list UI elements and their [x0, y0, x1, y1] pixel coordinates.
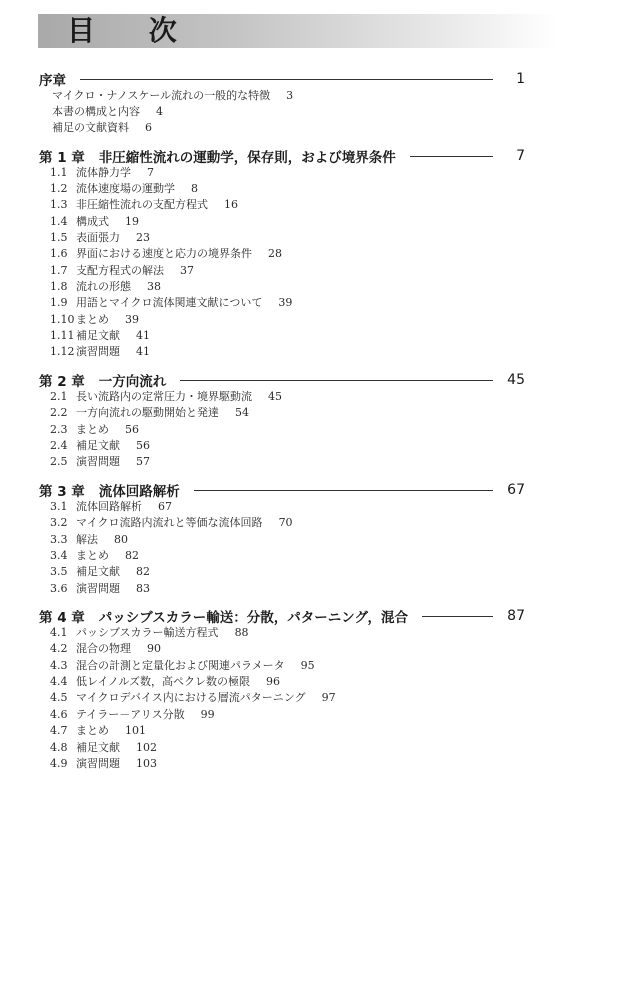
section-title: まとめ [76, 724, 109, 737]
chapter-number: 第 3 章 [39, 484, 85, 500]
leader-rule [80, 79, 493, 80]
section-title: 演習問題 [76, 455, 120, 468]
toc-section[interactable] [50, 690, 336, 706]
section-number: 2.4 [50, 439, 68, 452]
section-page: 39 [125, 313, 139, 326]
chapter-title: パッシブスカラー輸送：分散，パターニング，混合 [98, 610, 408, 626]
section-number: 3.2 [50, 516, 68, 529]
toc-section[interactable] [50, 658, 315, 674]
section-title: まとめ [76, 549, 109, 562]
section-title: 支配方程式の解法 [76, 264, 164, 277]
section-number: 3.6 [50, 582, 68, 595]
toc-section[interactable] [50, 246, 282, 262]
section-number: 1.5 [50, 231, 68, 244]
toc-section[interactable] [50, 263, 194, 279]
section-number: 4.3 [50, 659, 68, 672]
toc-section[interactable] [50, 454, 150, 470]
section-number: 4.5 [50, 691, 68, 704]
section-page: 41 [136, 345, 150, 358]
chapter-title: 非圧縮性流れの運動学，保存則，および境界条件 [98, 150, 396, 166]
section-title: 流体静力学 [76, 166, 131, 179]
section-page: 82 [136, 565, 150, 578]
section-title: まとめ [76, 423, 109, 436]
section-page: 54 [235, 406, 249, 419]
chapter-title: 流体回路解析 [98, 484, 180, 500]
section-page: 102 [136, 741, 157, 754]
chapter-page: 1 [516, 71, 525, 87]
section-number: 1.11 [50, 329, 75, 342]
chapter-page: 67 [507, 482, 525, 498]
toc-chapter-1[interactable] [39, 147, 525, 165]
entry-page: 6 [145, 121, 152, 134]
section-page: 23 [136, 231, 150, 244]
chapter-number: 第 1 章 [39, 150, 85, 166]
chapter-title: 序章 [39, 73, 66, 89]
section-number: 3.1 [50, 500, 68, 513]
toc-chapter-3[interactable] [39, 481, 525, 499]
section-page: 41 [136, 329, 150, 342]
section-title: 長い流路内の定常圧力・境界駆動流 [76, 390, 252, 403]
section-title: 一方向流れの駆動開始と発達 [76, 406, 219, 419]
toc-section[interactable] [50, 197, 238, 213]
chapter-number: 第 4 章 [39, 610, 85, 626]
section-title: 低レイノルズ数，高ペクレ数の極限 [76, 675, 251, 688]
section-page: 97 [321, 691, 336, 704]
section-page: 28 [268, 247, 282, 260]
entry-title: 本書の構成と内容 [52, 105, 140, 118]
section-page: 8 [191, 182, 198, 195]
chapter-page: 7 [516, 148, 525, 164]
toc-entry[interactable] [52, 88, 293, 104]
section-title: 流体回路解析 [76, 500, 142, 513]
toc-section[interactable] [50, 723, 146, 739]
section-title: 非圧縮性流れの支配方程式 [76, 198, 208, 211]
section-title: 流れの形態 [76, 280, 131, 293]
chapter-page: 45 [507, 372, 525, 388]
entry-title: 補足の文献資料 [52, 121, 129, 134]
section-number: 1.12 [50, 345, 75, 358]
section-page: 95 [300, 659, 315, 672]
toc-section[interactable] [50, 295, 292, 311]
toc-chapter-2[interactable] [39, 371, 525, 389]
toc-section[interactable] [50, 279, 161, 295]
toc-section[interactable] [50, 230, 150, 246]
section-title: マイクロ流路内流れと等価な流体回路 [76, 516, 263, 529]
chapter-number: 第 2 章 [39, 374, 85, 390]
toc-section[interactable] [50, 581, 150, 597]
section-number: 1.1 [50, 166, 68, 179]
section-number: 1.4 [50, 215, 68, 228]
toc-entry[interactable] [52, 120, 152, 136]
leader-rule [410, 156, 493, 157]
section-number: 4.1 [50, 626, 68, 639]
toc-chapter-4[interactable] [39, 607, 525, 625]
section-title: 表面張力 [76, 231, 120, 244]
chapter-page: 87 [507, 608, 525, 624]
section-number: 1.6 [50, 247, 68, 260]
section-title: まとめ [76, 313, 109, 326]
section-page: 7 [147, 166, 154, 179]
section-title: 補足文献 [76, 565, 120, 578]
toc-section[interactable] [50, 564, 150, 580]
section-title: 流体速度場の運動学 [76, 182, 175, 195]
section-page: 83 [136, 582, 150, 595]
toc-section[interactable] [50, 405, 249, 421]
section-page: 37 [180, 264, 194, 277]
section-page: 96 [266, 675, 281, 688]
section-title: 構成式 [76, 215, 109, 228]
section-title: マイクロデバイス内における層流パターニング [76, 691, 306, 704]
toc-section[interactable] [50, 438, 150, 454]
section-number: 4.9 [50, 757, 68, 770]
toc-entry[interactable] [52, 104, 163, 120]
toc-section[interactable] [50, 214, 139, 230]
entry-title: マイクロ・ナノスケール流れの一般的な特徴 [52, 89, 271, 102]
leader-rule [180, 380, 493, 381]
section-page: 103 [136, 757, 157, 770]
section-page: 57 [136, 455, 150, 468]
section-page: 80 [114, 533, 128, 546]
section-page: 90 [147, 642, 161, 655]
section-title: 界面における速度と応力の境界条件 [76, 247, 252, 260]
toc-section[interactable] [50, 740, 157, 756]
section-number: 3.5 [50, 565, 68, 578]
section-title: 演習問題 [76, 757, 120, 770]
toc-section[interactable] [50, 707, 215, 723]
toc-section[interactable] [50, 499, 172, 515]
section-number: 2.5 [50, 455, 68, 468]
section-number: 3.4 [50, 549, 68, 562]
section-title: 補足文献 [76, 439, 120, 452]
section-page: 101 [125, 724, 146, 737]
section-page: 99 [200, 708, 215, 721]
section-page: 56 [125, 423, 139, 436]
page-title: 目 次 [67, 14, 199, 47]
toc-section[interactable] [50, 548, 139, 564]
section-title: 用語とマイクロ流体関連文献について [76, 296, 263, 309]
section-title: テイラー－アリス分散 [76, 708, 185, 721]
section-number: 1.8 [50, 280, 68, 293]
section-number: 2.1 [50, 390, 68, 403]
section-page: 45 [268, 390, 282, 403]
toc-section[interactable] [50, 422, 139, 438]
toc-section[interactable] [50, 181, 198, 197]
toc-section[interactable] [50, 312, 139, 328]
section-number: 1.9 [50, 296, 68, 309]
section-page: 38 [147, 280, 161, 293]
section-page: 82 [125, 549, 139, 562]
section-title: 解法 [76, 533, 98, 546]
toc-section[interactable] [50, 328, 150, 344]
section-number: 1.7 [50, 264, 68, 277]
toc-section[interactable] [50, 344, 150, 360]
toc-section[interactable] [50, 641, 161, 657]
entry-page: 3 [286, 89, 294, 102]
leader-rule [194, 490, 493, 491]
toc-section[interactable] [50, 674, 280, 690]
section-number: 4.2 [50, 642, 68, 655]
toc-section[interactable] [50, 756, 157, 772]
section-page: 67 [158, 500, 172, 513]
section-number: 4.6 [50, 708, 68, 721]
section-number: 2.3 [50, 423, 68, 436]
section-title: 混合の計測と定量化および関連パラメータ [76, 659, 285, 672]
chapter-title: 一方向流れ [98, 374, 167, 390]
section-number: 4.8 [50, 741, 68, 754]
entry-page: 4 [156, 105, 163, 118]
section-title: 補足文献 [76, 329, 120, 342]
section-page: 56 [136, 439, 150, 452]
section-page: 19 [125, 215, 139, 228]
section-title: 補足文献 [76, 741, 120, 754]
toc-section[interactable] [50, 165, 154, 181]
section-number: 4.7 [50, 724, 68, 737]
toc-section[interactable] [50, 515, 293, 531]
section-title: 混合の物理 [76, 642, 131, 655]
section-number: 1.10 [50, 313, 75, 326]
section-number: 1.2 [50, 182, 68, 195]
section-number: 1.3 [50, 198, 68, 211]
section-page: 88 [234, 626, 249, 639]
section-page: 70 [278, 516, 293, 529]
section-number: 2.2 [50, 406, 68, 419]
section-number: 3.3 [50, 533, 68, 546]
toc-section[interactable] [50, 389, 282, 405]
toc-section[interactable] [50, 625, 249, 641]
section-title: 演習問題 [76, 345, 120, 358]
section-number: 4.4 [50, 675, 68, 688]
section-title: パッシブスカラー輸送方程式 [76, 626, 219, 639]
section-title: 演習問題 [76, 582, 120, 595]
section-page: 16 [224, 198, 238, 211]
section-page: 39 [278, 296, 293, 309]
toc-chapter-preface[interactable] [39, 70, 525, 88]
leader-rule [422, 616, 493, 617]
toc-section[interactable] [50, 532, 128, 548]
